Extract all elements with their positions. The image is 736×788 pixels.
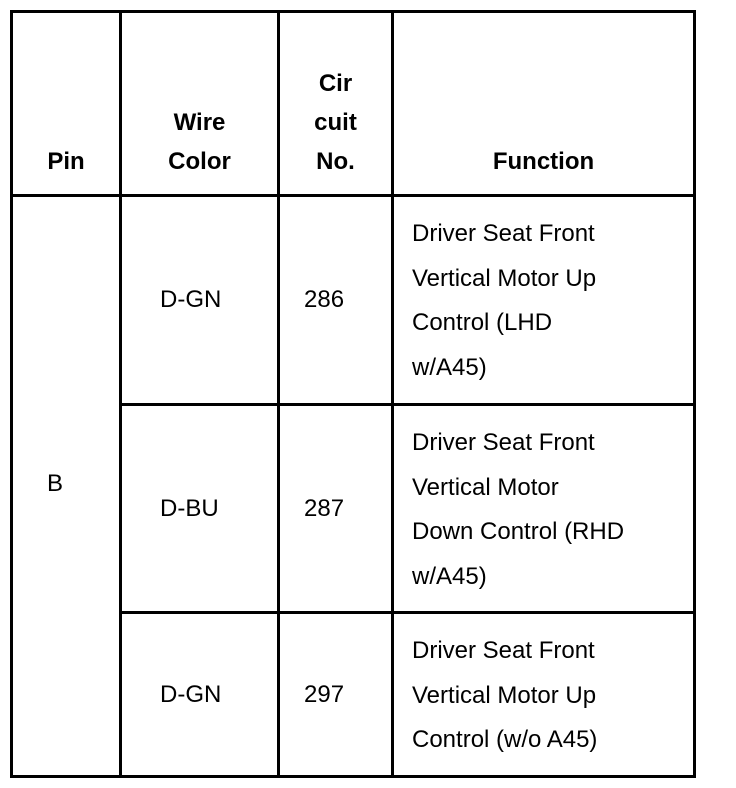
row-3-wire-color — [122, 614, 277, 775]
header-pin — [13, 13, 119, 194]
wire-color-value: D-GN — [160, 680, 222, 708]
row-1-function — [394, 197, 693, 403]
header-circuit-no-line-2: cuit — [314, 109, 357, 136]
function-line: Driver Seat Front — [412, 429, 595, 456]
header-circuit-no-line-3: No. — [316, 148, 355, 175]
row-2-wire-color — [122, 406, 277, 611]
header-circuit-no-line-1: Cir — [318, 70, 353, 97]
header-function — [394, 13, 693, 194]
function-line: Vertical Motor Up — [412, 681, 597, 709]
header-wire-color-line-1: Wire — [173, 109, 226, 136]
function-line: Driver Seat Front — [412, 637, 595, 664]
header-wire-color — [122, 13, 277, 194]
function-line: Control (w/o A45) — [412, 726, 598, 753]
row-3-function — [394, 614, 693, 775]
function-line: Down Control (RHD — [412, 518, 625, 545]
row-3-circuit-no — [280, 614, 391, 775]
row-1-wire-color — [122, 197, 277, 403]
table-border-bottom — [10, 775, 696, 778]
header-pin-line: Pin — [47, 148, 85, 175]
table-border-right — [693, 10, 696, 778]
wire-color-value: D-GN — [160, 286, 222, 313]
function-line: Vertical Motor Up — [412, 264, 597, 292]
circuit-no-value: 297 — [304, 680, 345, 708]
row-1-circuit-no — [280, 197, 391, 403]
header-function-line: Function — [492, 148, 595, 175]
row-2-function — [394, 406, 693, 611]
wire-color-value: D-BU — [160, 494, 219, 522]
function-line: Control (LHD — [412, 309, 553, 336]
header-circuit-no — [280, 13, 391, 194]
header-wire-color-line-2: Color — [168, 148, 231, 175]
pin-cell — [13, 197, 119, 775]
pin-value: B — [47, 470, 64, 497]
function-line: w/A45) — [412, 353, 487, 381]
function-line: Driver Seat Front — [412, 220, 595, 247]
circuit-no-value: 286 — [304, 286, 345, 313]
row-2-circuit-no — [280, 406, 391, 611]
function-line: w/A45) — [412, 562, 487, 590]
function-line: Vertical Motor — [412, 473, 559, 501]
circuit-no-value: 287 — [304, 494, 345, 522]
